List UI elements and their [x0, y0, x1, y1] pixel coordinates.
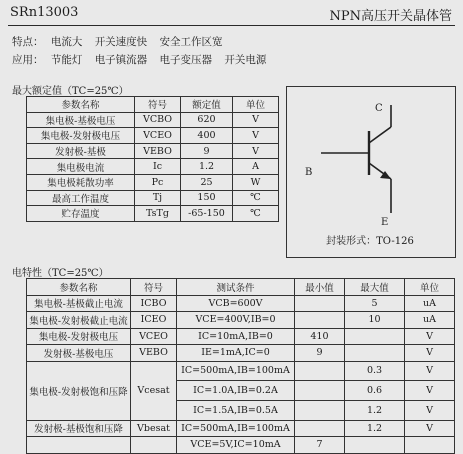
table-cell: 150 — [181, 190, 233, 206]
applications-line — [12, 52, 266, 67]
table-cell: 集电极-基极电压 — [27, 112, 135, 128]
table-header-row — [27, 279, 455, 296]
table-cell — [295, 312, 345, 329]
table-cell: uA — [405, 295, 455, 312]
table-cell: 集电极-发射极电压 — [27, 328, 131, 345]
table-cell: 9 — [295, 345, 345, 362]
ratings-table — [26, 96, 279, 222]
part-number: SRn13003 — [10, 5, 79, 20]
applications-label: 应用： — [12, 54, 44, 66]
column-header: 单位 — [233, 97, 279, 113]
column-header: 参数名称 — [27, 97, 135, 113]
application-item: 电子镇流器 — [94, 54, 148, 66]
column-header: 最大值 — [345, 279, 405, 296]
table-row — [27, 437, 455, 454]
table-cell: 集电极-基极截止电流 — [27, 295, 131, 312]
table-cell: 集电极-发射极电压 — [27, 128, 135, 144]
table-cell: V — [233, 143, 279, 159]
document-title: NPN高压开关晶体管 — [329, 9, 452, 24]
table-cell: 集电极-发射极截止电流 — [27, 312, 131, 329]
table-cell: 5 — [345, 295, 405, 312]
table-cell: Vcesat — [131, 361, 177, 420]
table-row — [27, 112, 279, 128]
table-cell: 9 — [181, 143, 233, 159]
table-cell: VEBO — [131, 345, 177, 362]
features-line — [12, 34, 223, 49]
table-cell — [295, 295, 345, 312]
table-cell — [405, 437, 455, 454]
table-cell: Pc — [135, 174, 181, 190]
table-cell — [295, 381, 345, 401]
table-row — [27, 206, 279, 222]
table-cell: W — [233, 174, 279, 190]
table-header-row — [27, 97, 279, 113]
table-cell: VCE=400V,IB=0 — [177, 312, 295, 329]
table-cell: VCE=5V,IC=10mA — [177, 437, 295, 454]
table-cell: ICBO — [131, 295, 177, 312]
table-cell: V — [233, 128, 279, 144]
table-cell: V — [405, 381, 455, 401]
column-header: 单位 — [405, 279, 455, 296]
table-cell — [295, 361, 345, 381]
table-row — [27, 143, 279, 159]
table-cell: 最高工作温度 — [27, 190, 135, 206]
table-row — [27, 420, 455, 437]
table-cell: VCB=600V — [177, 295, 295, 312]
electrical-title: 电特性（TC=25℃） — [12, 268, 109, 279]
table-row — [27, 312, 455, 329]
table-cell: 发射极-基极电压 — [27, 345, 131, 362]
pin-e-label: E — [381, 217, 389, 228]
table-cell: IC=1.0A,IB=0.2A — [177, 381, 295, 401]
table-cell: IC=1.5A,IB=0.5A — [177, 400, 295, 420]
table-cell: V — [233, 112, 279, 128]
table-row — [27, 345, 455, 362]
table-cell: 发射极-基极饱和压降 — [27, 420, 131, 437]
table-cell: 1.2 — [181, 159, 233, 175]
features-label: 特点： — [12, 36, 44, 48]
table-cell: 集电极电流 — [27, 159, 135, 175]
table-cell: V — [405, 345, 455, 362]
header-rule — [8, 25, 455, 26]
table-cell — [345, 437, 405, 454]
table-row — [27, 361, 455, 381]
table-cell: 7 — [295, 437, 345, 454]
table-cell: Tj — [135, 190, 181, 206]
table-cell: -65-150 — [181, 206, 233, 222]
table-cell: ℃ — [233, 206, 279, 222]
table-row — [27, 295, 455, 312]
application-item: 电子变压器 — [159, 54, 213, 66]
table-cell — [131, 437, 177, 454]
column-header: 符号 — [135, 97, 181, 113]
table-cell — [295, 420, 345, 437]
table-cell — [345, 345, 405, 362]
table-cell: 集电极-发射极饱和压降 — [27, 361, 131, 420]
table-cell: 0.6 — [345, 381, 405, 401]
table-cell: IC=10mA,IB=0 — [177, 328, 295, 345]
table-row — [27, 174, 279, 190]
table-cell: VCEO — [135, 128, 181, 144]
column-header: 参数名称 — [27, 279, 131, 296]
table-cell: 25 — [181, 174, 233, 190]
application-item: 节能灯 — [50, 54, 83, 66]
pin-c-label: C — [375, 103, 383, 114]
package-caption: 封装形式：TO-126 — [326, 236, 414, 247]
table-cell: VCBO — [135, 112, 181, 128]
application-item: 开关电源 — [224, 54, 267, 66]
table-cell: 发射极-基极 — [27, 143, 135, 159]
table-cell: Ic — [135, 159, 181, 175]
column-header: 符号 — [131, 279, 177, 296]
table-cell — [27, 437, 131, 454]
table-cell: 620 — [181, 112, 233, 128]
table-cell: 集电极耗散功率 — [27, 174, 135, 190]
feature-item: 安全工作区宽 — [159, 36, 223, 48]
table-row — [27, 159, 279, 175]
table-cell: ICEO — [131, 312, 177, 329]
table-cell: 410 — [295, 328, 345, 345]
table-cell — [295, 400, 345, 420]
table-cell: V — [405, 361, 455, 381]
table-cell: IE=1mA,IC=0 — [177, 345, 295, 362]
table-cell — [345, 328, 405, 345]
table-row — [27, 328, 455, 345]
table-cell: V — [405, 328, 455, 345]
table-cell: V — [405, 400, 455, 420]
table-cell: Vbesat — [131, 420, 177, 437]
ratings-title: 最大额定值（TC=25℃） — [12, 86, 129, 97]
table-cell: V — [405, 420, 455, 437]
table-cell: VEBO — [135, 143, 181, 159]
feature-item: 开关速度快 — [94, 36, 148, 48]
table-row — [27, 128, 279, 144]
table-cell: A — [233, 159, 279, 175]
table-cell: VCEO — [131, 328, 177, 345]
electrical-table — [26, 278, 455, 454]
table-cell: 400 — [181, 128, 233, 144]
table-cell: ℃ — [233, 190, 279, 206]
table-cell: 0.3 — [345, 361, 405, 381]
column-header: 测试条件 — [177, 279, 295, 296]
table-cell: IC=500mA,IB=100mA — [177, 361, 295, 381]
feature-item: 电流大 — [50, 36, 83, 48]
table-cell: 1.2 — [345, 400, 405, 420]
column-header: 最小值 — [295, 279, 345, 296]
table-row — [27, 190, 279, 206]
pin-b-label: B — [305, 167, 313, 178]
table-cell: 贮存温度 — [27, 206, 135, 222]
table-cell: IC=500mA,IB=100mA — [177, 420, 295, 437]
table-cell: 10 — [345, 312, 405, 329]
table-cell: uA — [405, 312, 455, 329]
table-cell: 1.2 — [345, 420, 405, 437]
column-header: 额定值 — [181, 97, 233, 113]
table-cell: TsTg — [135, 206, 181, 222]
